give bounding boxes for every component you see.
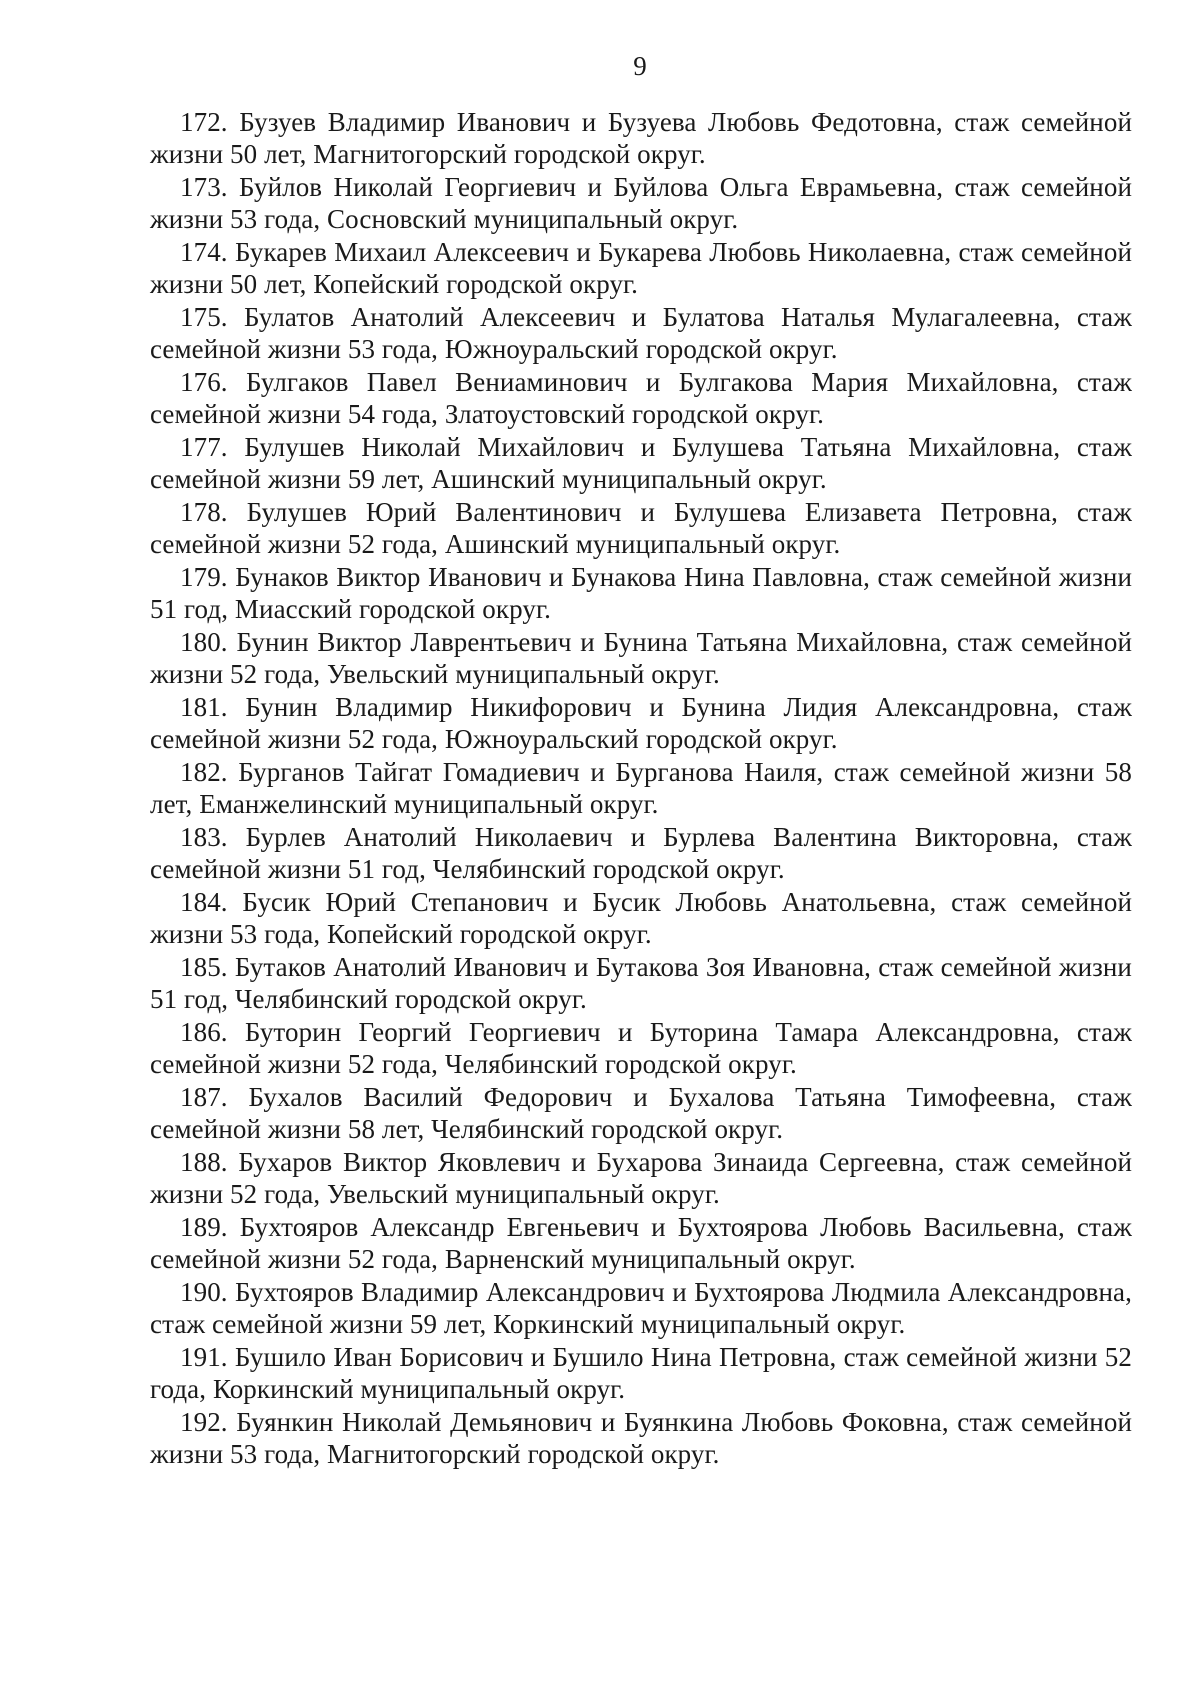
entry-number: 179.	[180, 562, 228, 592]
list-item	[150, 431, 1132, 495]
list-item	[150, 236, 1132, 300]
entry-text: Бухалов Василий Федорович и Бухалова Татьяна Тимофеевна, стаж семейной жизни 58 лет, Челябинский городской округ.	[150, 1082, 1132, 1144]
entry-text: Бунин Владимир Никифорович и Бунина Лидия Александровна, стаж семейной жизни 52 года, Южноуральский городской округ.	[150, 692, 1132, 754]
entry-number: 178.	[180, 497, 228, 527]
list-item	[150, 1081, 1132, 1145]
entry-number: 177.	[180, 432, 228, 462]
entry-number: 188.	[180, 1147, 228, 1177]
entry-text: Бурганов Тайгат Гомадиевич и Бурганова Наиля, стаж семейной жизни 58 лет, Еманжелинский муниципальный округ.	[150, 757, 1132, 819]
list-item	[150, 1016, 1132, 1080]
entry-text: Булгаков Павел Вениаминович и Булгакова Мария Михайловна, стаж семейной жизни 54 года, Златоустовский городской округ.	[150, 367, 1132, 429]
entry-text: Буянкин Николай Демьянович и Буянкина Любовь Фоковна, стаж семейной жизни 53 года, Магнитогорский городской округ.	[150, 1407, 1132, 1469]
entry-text: Бурлев Анатолий Николаевич и Бурлева Валентина Викторовна, стаж семейной жизни 51 год, Челябинский городской округ.	[150, 822, 1133, 884]
entry-number: 185.	[180, 952, 228, 982]
list-item	[150, 951, 1132, 1015]
list-item	[150, 626, 1132, 690]
entry-number: 186.	[180, 1017, 228, 1047]
entry-number: 175.	[180, 302, 228, 332]
list-item	[150, 301, 1132, 365]
entry-number: 181.	[180, 692, 228, 722]
entry-text: Бухтояров Владимир Александрович и Бухтоярова Людмила Александровна, стаж семейной жизни 59 лет, Коркинский муниципальный округ.	[150, 1277, 1132, 1339]
entry-text: Бухаров Виктор Яковлевич и Бухарова Зинаида Сергеевна, стаж семейной жизни 52 года, Увельский муниципальный округ.	[150, 1147, 1132, 1209]
list-item	[150, 1406, 1132, 1470]
entry-text: Бушило Иван Борисович и Бушило Нина Петровна, стаж семейной жизни 52 года, Коркинский муниципальный округ.	[150, 1342, 1132, 1404]
list-item	[150, 756, 1132, 820]
entry-number: 184.	[180, 887, 228, 917]
entry-text: Бухтояров Александр Евгеньевич и Бухтоярова Любовь Васильевна, стаж семейной жизни 52 года, Варненский муниципальный округ.	[150, 1212, 1132, 1274]
list-item	[150, 106, 1132, 170]
list-item	[150, 1276, 1132, 1340]
list-item	[150, 171, 1132, 235]
list-item	[150, 821, 1132, 885]
entry-number: 173.	[180, 172, 228, 202]
list-item	[150, 886, 1132, 950]
entry-text: Бунаков Виктор Иванович и Бунакова Нина Павловна, стаж семейной жизни 51 год, Миасский городской округ.	[150, 562, 1132, 624]
entry-number: 189.	[180, 1212, 228, 1242]
entry-number: 182.	[180, 757, 228, 787]
list-item	[150, 1341, 1132, 1405]
list-item	[150, 366, 1132, 430]
entry-text: Бунин Виктор Лаврентьевич и Бунина Татьяна Михайловна, стаж семейной жизни 52 года, Увельский муниципальный округ.	[150, 627, 1132, 689]
entry-number: 191.	[180, 1342, 228, 1372]
entry-number: 187.	[180, 1082, 228, 1112]
entry-number: 192.	[180, 1407, 228, 1437]
entry-text: Булатов Анатолий Алексеевич и Булатова Наталья Мулагалеевна, стаж семейной жизни 53 года, Южноуральский городской округ.	[150, 302, 1132, 364]
list-item	[150, 1211, 1132, 1275]
list-item	[150, 496, 1132, 560]
entry-text: Булушев Николай Михайлович и Булушева Татьяна Михайловна, стаж семейной жизни 59 лет, Ашинский муниципальный округ.	[150, 432, 1132, 494]
entry-number: 190.	[180, 1277, 228, 1307]
list-item	[150, 691, 1132, 755]
list-item	[150, 561, 1132, 625]
entry-text: Булушев Юрий Валентинович и Булушева Елизавета Петровна, стаж семейной жизни 52 года, Ашинский муниципальный округ.	[150, 497, 1132, 559]
list-item	[150, 1146, 1132, 1210]
entry-number: 180.	[180, 627, 228, 657]
entry-text: Бусик Юрий Степанович и Бусик Любовь Анатольевна, стаж семейной жизни 53 года, Копейский городской округ.	[150, 887, 1132, 949]
entries-list	[150, 106, 1132, 1471]
page-number: 9	[633, 51, 647, 81]
entry-text: Бутаков Анатолий Иванович и Бутакова Зоя Ивановна, стаж семейной жизни 51 год, Челябинский городской округ.	[150, 952, 1132, 1014]
entry-text: Букарев Михаил Алексеевич и Букарева Любовь Николаевна, стаж семейной жизни 50 лет, Копейский городской округ.	[150, 237, 1132, 299]
entry-text: Бузуев Владимир Иванович и Бузуева Любовь Федотовна, стаж семейной жизни 50 лет, Магнитогорский городской округ.	[150, 107, 1132, 169]
entry-number: 183.	[180, 822, 228, 852]
entry-text: Буторин Георгий Георгиевич и Буторина Тамара Александровна, стаж семейной жизни 52 года, Челябинский городской округ.	[150, 1017, 1132, 1079]
entry-text: Буйлов Николай Георгиевич и Буйлова Ольга Еврамьевна, стаж семейной жизни 53 года, Сосновский муниципальный округ.	[150, 172, 1132, 234]
entry-number: 172.	[180, 107, 228, 137]
entry-number: 176.	[180, 367, 228, 397]
entry-number: 174.	[180, 237, 228, 267]
